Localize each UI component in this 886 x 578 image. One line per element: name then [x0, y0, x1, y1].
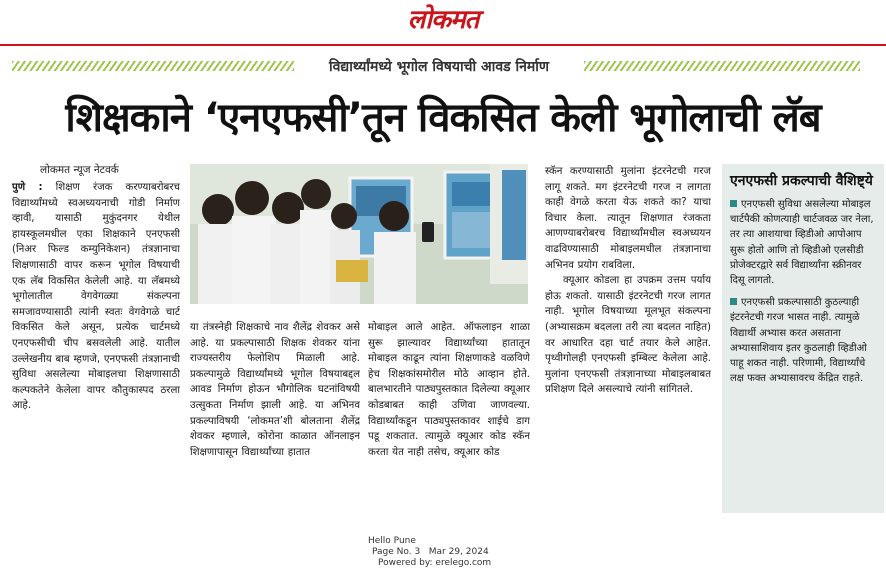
page-footer [360, 536, 520, 576]
masthead-rule [0, 44, 886, 46]
footer-page: Page No. 3 [372, 547, 421, 557]
sidebar-item-text: एनएफसी सुविधा असलेल्या मोबाइल चार्टपैकी कोणत्याही चार्टजवळ जर नेला, तर त्या आशयाचा व्हिडीओ आपोआप सुरू होतो आणि तो व्हिडीओ एलसीडी प्रोजेक्टरद्वारे सर्व विद्यार्थ्यांना स्क्रीनवर दिसू लागतो. [730, 199, 874, 287]
column-4-paragraph-1: स्कॅन करण्यासाठी मुलांना इंटरनेटची गरज लागू शकते. मग इंटरनेटची गरज न लागता काही वेगळे करता येऊ शकते का? याचा विचार केला. त्यातून शिक्षणात रंजकता आणण्याबरोबरच विद्यार्थ्यांमधील स्वअध्ययन वाढविण्यासाठी मोबाइलमधील तंत्रज्ञानाचा अभिनव प्रयोग राबविला. [545, 166, 711, 271]
masthead [0, 0, 886, 42]
lokmat-logo: लोकमत [407, 5, 479, 35]
column-4-paragraph-2: क्यूआर कोडला हा उपक्रम उत्तम पर्याय होऊ शकतो. यासाठी इंटरनेटची गरज लागत नाही. भूगोल विषयाच्या मूलभूत संकल्पना (अभ्यासक्रम बदलला तरी त्या बदलत नाहित) वर आधारित दहा चार्ट तयार केले आहेत. पृथ्वीगोलही एनएफसी इम्बिल्ट केलेला आहे. मुलांना एनएफसी तंत्रज्ञानाच्या मोबाइलबाबत प्रशिक्षण दिले असल्याचे त्यांनी सांगितले. [545, 275, 711, 396]
sidebar-item [730, 295, 877, 386]
article-headline: शिक्षकाने ‘एनएफसी’तून विकसित केली भूगोलाची लॅब [65, 95, 821, 141]
kicker-hatch-left [12, 61, 294, 71]
footer-powered: Powered by: erelego.com [378, 558, 492, 568]
kicker-hatch-right [584, 61, 860, 71]
byline: लोकमत न्यूज नेटवर्क [40, 164, 119, 176]
dateline: पुणे : [12, 182, 43, 193]
footer-page-date [360, 547, 520, 558]
footer-date: Mar 29, 2024 [428, 547, 489, 557]
square-bullet-icon [730, 298, 737, 305]
footer-edition: Hello Pune [368, 536, 416, 546]
article-column-4 [545, 164, 711, 515]
sidebar-item-text: एनएफसी प्रकल्पासाठी कुठल्याही इंटरनेटची गरज भासत नाही. त्यामुळे विद्यार्थी अभ्यास करत असताना अभ्यासाशिवाय इतर कुठलाही व्हिडीओ पाहू शकत नाही. परिणामी, विद्यार्थ्यांचे लक्ष फक्त अभ्यासावरच केंद्रित राहते. [730, 297, 867, 385]
article-kicker: विद्यार्थ्यांमध्ये भूगोल विषयाची आवड निर्माण [329, 59, 549, 75]
sidebar-item [730, 197, 877, 288]
sidebar-title: एनएफसी प्रकल्पाची वैशिष्ट्ये [730, 173, 873, 189]
column-1-text: शिक्षण रंजक करण्याबरोबरच विद्यार्थ्यांमध्ये स्वअध्ययनाची गोडी निर्माण व्हावी, यासाठी मुकुंदनगर येथील हायस्कूलमधील एका शिक्षकाने एनएफसी (निअर फिल्ड कम्युनिकेशन) तंत्रज्ञानाचा शिक्षणासाठी वापर करून भूगोल विषयाची एक लॅब विकसित केलेली आहे. या लॅबमध्ये भूगोलातील वेगवेगळ्या संकल्पना समजावण्यासाठी त्यांनी स्वतः वेगवेगळे चार्ट विकसित केले असून, प्रत्येक चार्टमध्ये एनएफसीची चीप बसवलेली आहे. यातील उल्लेखनीय बाब म्हणजे, एनएफसी तंत्रज्ञानाची सुविधा असलेल्या मोबाइलचा शिक्षणासाठी कल्पकतेने केलेला वापर कौतुकास्पद ठरला आहे. [12, 182, 180, 412]
article-column-3: मोबाइल आले आहेत. ऑफलाइन शाळा सुरू झाल्यावर विद्यार्थ्यांच्या हातातून मोबाइल काढून त्यांना शिक्षणाकडे वळविणे हेच शिक्षकांसमोरील मोठे आव्हान होते. बालभारतीने पाठ्यपुस्तकात दिलेल्या क्यूआर कोडबाबत काही उणिवा जाणवल्या. विद्यार्थ्यांकडून पाठ्यपुस्तकावर शाईचे डाग पडू शकतात. त्यामुळे क्यूआर कोड स्कॅन करता येत नाही तसेच, क्यूआर कोड [368, 322, 530, 458]
article-column-1 [12, 180, 180, 515]
square-bullet-icon [730, 200, 737, 207]
feature-sidebar [722, 164, 884, 513]
classroom-photo [190, 164, 528, 304]
classroom-photo-illustration [190, 164, 528, 304]
article-column-2: या तंत्रस्नेही शिक्षकाचे नाव शैलेंद्र शेवकर असे आहे. या प्रकल्पासाठी शिक्षक शेवकर यांना राज्यस्तरीय फेलोशिप मिळाली आहे. प्रकल्पामुळे विद्यार्थ्यांमध्ये भूगोल विषयाबद्दल आवड निर्माण होऊन भौगोलिक घटनांविषयी उत्सुकता निर्माण झाली आहे. या अभिनव प्रकल्पाविषयी ‘लोकमत’शी बोलताना शैलेंद्र शेवकर म्हणाले, कोरोना काळात ऑनलाइन शिक्षणापासून विद्यार्थ्यांच्या हातात [190, 322, 360, 458]
